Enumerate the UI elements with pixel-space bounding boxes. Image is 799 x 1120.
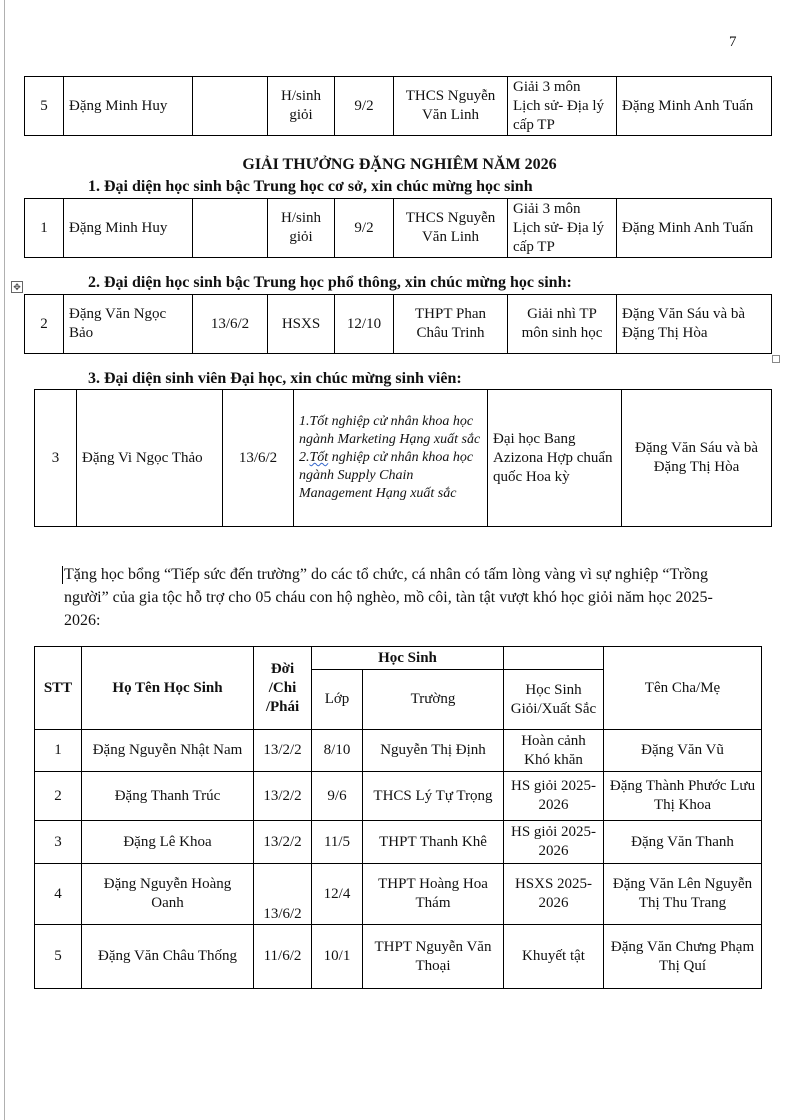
table-resize-handle[interactable]: [772, 355, 780, 363]
cell-achievement: Giải nhì TP môn sinh học: [508, 295, 617, 354]
section-1-table: [24, 198, 772, 258]
cell-rank: H/sinh giỏi: [268, 199, 335, 258]
cell-stt: 2: [35, 772, 82, 821]
header-row: [35, 647, 762, 670]
cell-name: Đặng Thanh Trúc: [82, 772, 254, 821]
scholarship-paragraph: Tặng học bổng “Tiếp sức đến trường” do các tổ chức, cá nhân có tấm lòng vàng vì sự nghiệp “Trồng người” của gia tộc hỗ trợ cho 05 cháu con hộ nghèo, mồ côi, tàn tật vượt khó học giỏi năm học 2025-2026:: [64, 566, 713, 629]
cell-parents: Đặng Văn Sáu và bà Đặng Thị Hòa: [622, 390, 772, 527]
cell-name: Đặng Minh Huy: [64, 77, 193, 136]
achievement-2-rest: nghiệp cử nhân khoa học ngành Supply Chain Management Hạng xuất sắc: [299, 450, 474, 501]
cell-generation: 11/6/2: [254, 925, 312, 989]
cell-achievement: Hoàn cảnh Khó khăn: [504, 730, 604, 772]
cell-achievement: HS giỏi 2025-2026: [504, 821, 604, 864]
cell-rank: H/sinh giỏi: [268, 77, 335, 136]
cell-parents: Đặng Thành Phước Lưu Thị Khoa: [604, 772, 762, 821]
cell-school: THCS Nguyễn Văn Linh: [394, 199, 508, 258]
cell-stt: 5: [25, 77, 64, 136]
cell-achievement: Khuyết tật: [504, 925, 604, 989]
cell-achievement: [294, 390, 488, 527]
cell-name: Đặng Vi Ngọc Thảo: [77, 390, 223, 527]
cell-stt: 1: [35, 730, 82, 772]
cell-school: Nguyễn Thị Định: [363, 730, 504, 772]
cell-school: THPT Nguyễn Văn Thoại: [363, 925, 504, 989]
cell-stt: 3: [35, 821, 82, 864]
header-generation: Đời /Chi /Phái: [254, 647, 312, 730]
achievement-item-1: 1.Tốt nghiệp cử nhân khoa học ngành Marketing Hạng xuất sắc: [299, 414, 481, 447]
cell-class: 9/2: [335, 199, 394, 258]
section-2-table: [24, 294, 772, 354]
cell-school: THCS Lý Tự Trọng: [363, 772, 504, 821]
section-3-table: [34, 389, 772, 527]
table-row: [25, 77, 772, 136]
cell-parents: Đặng Văn Vũ: [604, 730, 762, 772]
cell-stt: 4: [35, 864, 82, 925]
spellcheck-underlined-word: Tốt: [309, 450, 329, 465]
table-row: [35, 390, 772, 527]
cell-generation: [193, 199, 268, 258]
cell-class: 9/2: [335, 77, 394, 136]
header-name: Họ Tên Học Sinh: [82, 647, 254, 730]
cell-parents: Đặng Văn Sáu và bà Đặng Thị Hòa: [617, 295, 772, 354]
header-class: Lớp: [312, 670, 363, 730]
table-row: [35, 821, 762, 864]
table-row: [35, 925, 762, 989]
cell-generation: [193, 77, 268, 136]
cell-class: 10/1: [312, 925, 363, 989]
cell-class: 12/4: [312, 864, 363, 925]
cell-name: Đặng Nguyễn Nhật Nam: [82, 730, 254, 772]
cell-stt: 3: [35, 390, 77, 527]
cell-generation: 13/6/2: [223, 390, 294, 527]
cell-parents: Đặng Văn Chưng Phạm Thị Quí: [604, 925, 762, 989]
cell-stt: 5: [35, 925, 82, 989]
cell-parents: Đặng Văn Thanh: [604, 821, 762, 864]
cell-generation: 13/6/2: [254, 864, 312, 925]
section-1-title: 1. Đại diện học sinh bậc Trung học cơ sở, xin chúc mừng học sinh: [88, 178, 533, 195]
cell-stt: 2: [25, 295, 64, 354]
cell-school: THCS Nguyễn Văn Linh: [394, 77, 508, 136]
table-row: [25, 295, 772, 354]
cell-stt: 1: [25, 199, 64, 258]
scholarship-table: [34, 646, 762, 989]
cell-school: THPT Hoàng Hoa Thám: [363, 864, 504, 925]
cell-generation: 13/2/2: [254, 772, 312, 821]
header-achievement: Học Sinh Giỏi/Xuất Sắc: [504, 670, 604, 730]
section-3-title: 3. Đại diện sinh viên Đại học, xin chúc mừng sinh viên:: [88, 370, 462, 387]
cell-school: THPT Thanh Khê: [363, 821, 504, 864]
table-move-handle-icon[interactable]: ✥: [11, 281, 23, 293]
cell-name: Đặng Văn Ngọc Bảo: [64, 295, 193, 354]
cell-parents: Đặng Văn Lên Nguyễn Thị Thu Trang: [604, 864, 762, 925]
cell-class: 9/6: [312, 772, 363, 821]
table-row: [35, 772, 762, 821]
cell-rank: HSXS: [268, 295, 335, 354]
text-cursor: [62, 566, 63, 584]
header-student-group: Học Sinh: [312, 647, 504, 670]
cell-parents: Đặng Minh Anh Tuấn: [617, 199, 772, 258]
cell-class: 12/10: [335, 295, 394, 354]
cell-achievement: Giải 3 môn Lịch sử- Địa lý cấp TP: [508, 199, 617, 258]
cell-generation: 13/2/2: [254, 730, 312, 772]
table-row: [35, 730, 762, 772]
cell-class: 11/5: [312, 821, 363, 864]
cell-generation: 13/2/2: [254, 821, 312, 864]
cell-achievement: HSXS 2025-2026: [504, 864, 604, 925]
award-title: GIẢI THƯỞNG ĐẶNG NGHIÊM NĂM 2026: [242, 156, 557, 173]
achievement-item-2: [299, 449, 482, 503]
top-table: [24, 76, 772, 136]
page-number: 7: [729, 34, 737, 50]
cell-achievement: Giải 3 môn Lịch sử- Địa lý cấp TP: [508, 77, 617, 136]
table-row: [35, 864, 762, 925]
cell-parents: Đặng Minh Anh Tuấn: [617, 77, 772, 136]
cell-name: Đặng Lê Khoa: [82, 821, 254, 864]
cell-school: THPT Phan Châu Trinh: [394, 295, 508, 354]
table-row: [25, 199, 772, 258]
cell-class: 8/10: [312, 730, 363, 772]
header-stt: STT: [35, 647, 82, 730]
header-parents: Tên Cha/Mẹ: [604, 647, 762, 730]
cell-name: Đặng Minh Huy: [64, 199, 193, 258]
achievement-2-prefix: 2.: [299, 450, 310, 465]
cell-school: Đại học Bang Azizona Hợp chuẩn quốc Hoa kỳ: [488, 390, 622, 527]
section-2-title: 2. Đại diện học sinh bậc Trung học phổ thông, xin chúc mừng học sinh:: [88, 274, 572, 291]
cell-generation: 13/6/2: [193, 295, 268, 354]
cell-name: Đặng Văn Châu Thống: [82, 925, 254, 989]
cell-name: Đặng Nguyễn Hoàng Oanh: [82, 864, 254, 925]
header-school: Trường: [363, 670, 504, 730]
header-empty: [504, 647, 604, 670]
cell-achievement: HS giỏi 2025-2026: [504, 772, 604, 821]
